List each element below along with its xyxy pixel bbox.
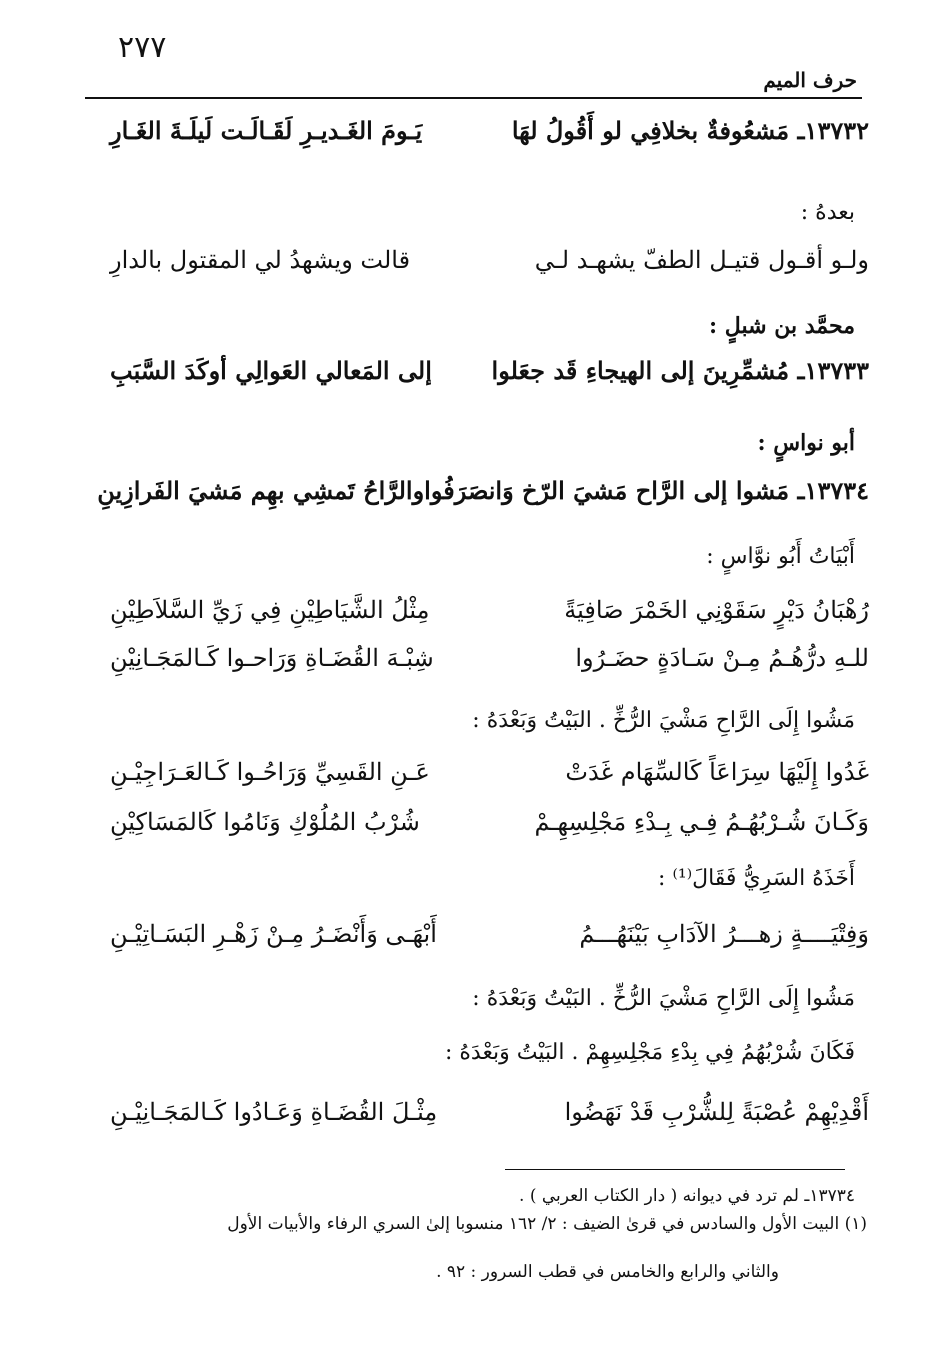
hemistich-first: وَكَـانَ شُـرْبُهُـمُ فِـي بِـدْءِ مَجْلِسِهِـمْ	[534, 808, 869, 836]
footnote-1: (١) البيت الأول والسادس في قرىٰ الضيف : ٢/ ١٦٢ منسوبا إلىٰ السري الرفاء والأبيات الأول	[227, 1214, 867, 1234]
intro-line: فَكَانَ شُرْبُهُمُ فِي بِدْءِ مَجْلِسِهِمْ . البَيْتُ وَبَعْدَهُ :	[444, 1040, 855, 1065]
verse	[110, 588, 869, 632]
footnote-rule	[505, 1169, 845, 1170]
intro-line: أَخَذَهُ السَرِيُّ فَقَالَ⁽¹⁾ :	[658, 866, 855, 891]
hemistich-second: شِبْـهَ القُضَـاةِ وَرَاحـوا كَـالمَجَـانِيْنِ	[110, 644, 434, 672]
hemistich-second: قالت ويشهدُ لي المقتول بالدارِ	[110, 246, 411, 274]
footnote-1-continued: والثاني والرابع والخامس في قطب السرور : ٩٢ .	[436, 1262, 779, 1282]
running-head: حرف الميم	[763, 68, 857, 92]
hemistich-second: شُرْبُ المُلُوْكِ وَنَامُوا كَالمَسَاكِيْنِ	[110, 808, 420, 836]
hemistich-first: ١٣٧٣٢ـ مَشعُوفةٌ بخلافِي لو أَقُولُ لهَا	[511, 115, 869, 145]
hemistich-second: أَبْهَـى وَأَنْضَـرُ مِـنْ زَهْـرِ البَسَـاتِيْـنِ	[110, 920, 437, 948]
hemistich-first: رُهْبَانُ دَيْرٍ سَقَوْنِي الخَمْرَ صَافِيَةً	[564, 596, 869, 624]
verse	[110, 912, 869, 956]
hemistich-first: ١٣٧٣٣ـ مُشمِّرِينَ إلى الهيجاءِ قَد جعَلوا	[491, 355, 869, 385]
hemistich-first: للـهِ درُّهُـمُ مِـنْ سَـادَةٍ حضَـرُوا	[575, 644, 869, 672]
poet-attribution: أبو نواسٍ :	[757, 430, 855, 456]
page-number: ٢٧٧	[118, 30, 167, 65]
hemistich-first: غَدُوا إِلَيْهَا سِرَاعَاً كَالسِّهَام غَدَتْ	[565, 758, 869, 786]
hemistich-second: إلى المَعالي العَوالِي أوكَدَ السَّبَبِ	[110, 355, 432, 385]
verse-13734	[97, 468, 869, 512]
verse	[110, 238, 869, 282]
intro-line: مَشُوا إِلَى الرَّاحِ مَشْيَ الرُّخِّ . البَيْتُ وَبَعْدَهُ :	[472, 708, 855, 733]
verse	[110, 800, 869, 844]
intro-line: بعدهُ :	[800, 200, 855, 225]
verse-13732	[110, 108, 869, 152]
verse	[110, 750, 869, 794]
hemistich-second: مِثْـلَ القُضَـاةِ وَعَـادُوا كَـالمَجَـانِيْـنِ	[110, 1098, 438, 1126]
footnote-verse-note: ١٣٧٣٤ـ لم ترد في ديوانه ( دار الكتاب العربي ) .	[519, 1186, 855, 1206]
hemistich-first: أَقْدِيْهِمْ عُصْبَةً لِلشُّرْبِ قَدْ نَهَضُوا	[564, 1098, 869, 1126]
verse-13733	[110, 348, 869, 392]
verse	[110, 636, 869, 680]
intro-line: أَبْيَاتُ أَبُو نوَّاسٍ :	[706, 544, 855, 569]
intro-line: مَشُوا إِلَى الرَّاحِ مَشْيَ الرُّخِّ . البَيْتُ وَبَعْدَهُ :	[472, 986, 855, 1011]
hemistich-first: ولـو أقـول قتيـل الطفّ يشهـد لـي	[534, 246, 869, 274]
hemistich-second: مِثْلُ الشَّيَاطِيْنِ فِي زَيِّ السَّلاَطِيْنِ	[110, 596, 430, 624]
hemistich-second: والرَّاحُ تَمشِي بهِم مَشيَ الفَرازِينِ	[97, 475, 425, 505]
hemistich-first: وَفِتْيَــــةٍ زهـــرُ الآدَابِ بَيْنَهُـــمُ	[579, 920, 869, 948]
hemistich-first: ١٣٧٣٤ـ مَشوا إلى الرَّاح مَشيَ الرّخ وَانصَرَفُوا	[424, 475, 869, 505]
hemistich-second: عَـنِ القَسِيِّ وَرَاحُـوا كَـالعَـرَاجِيْـنِ	[110, 758, 430, 786]
poet-attribution: محمَّد بن شبلٍ :	[709, 313, 855, 339]
hemistich-second: يَـومَ الغَـديـرِ لَقَـالَـت لَيلَـةَ الغَـارِ	[110, 115, 423, 145]
header-rule	[85, 97, 862, 99]
verse	[110, 1090, 869, 1134]
